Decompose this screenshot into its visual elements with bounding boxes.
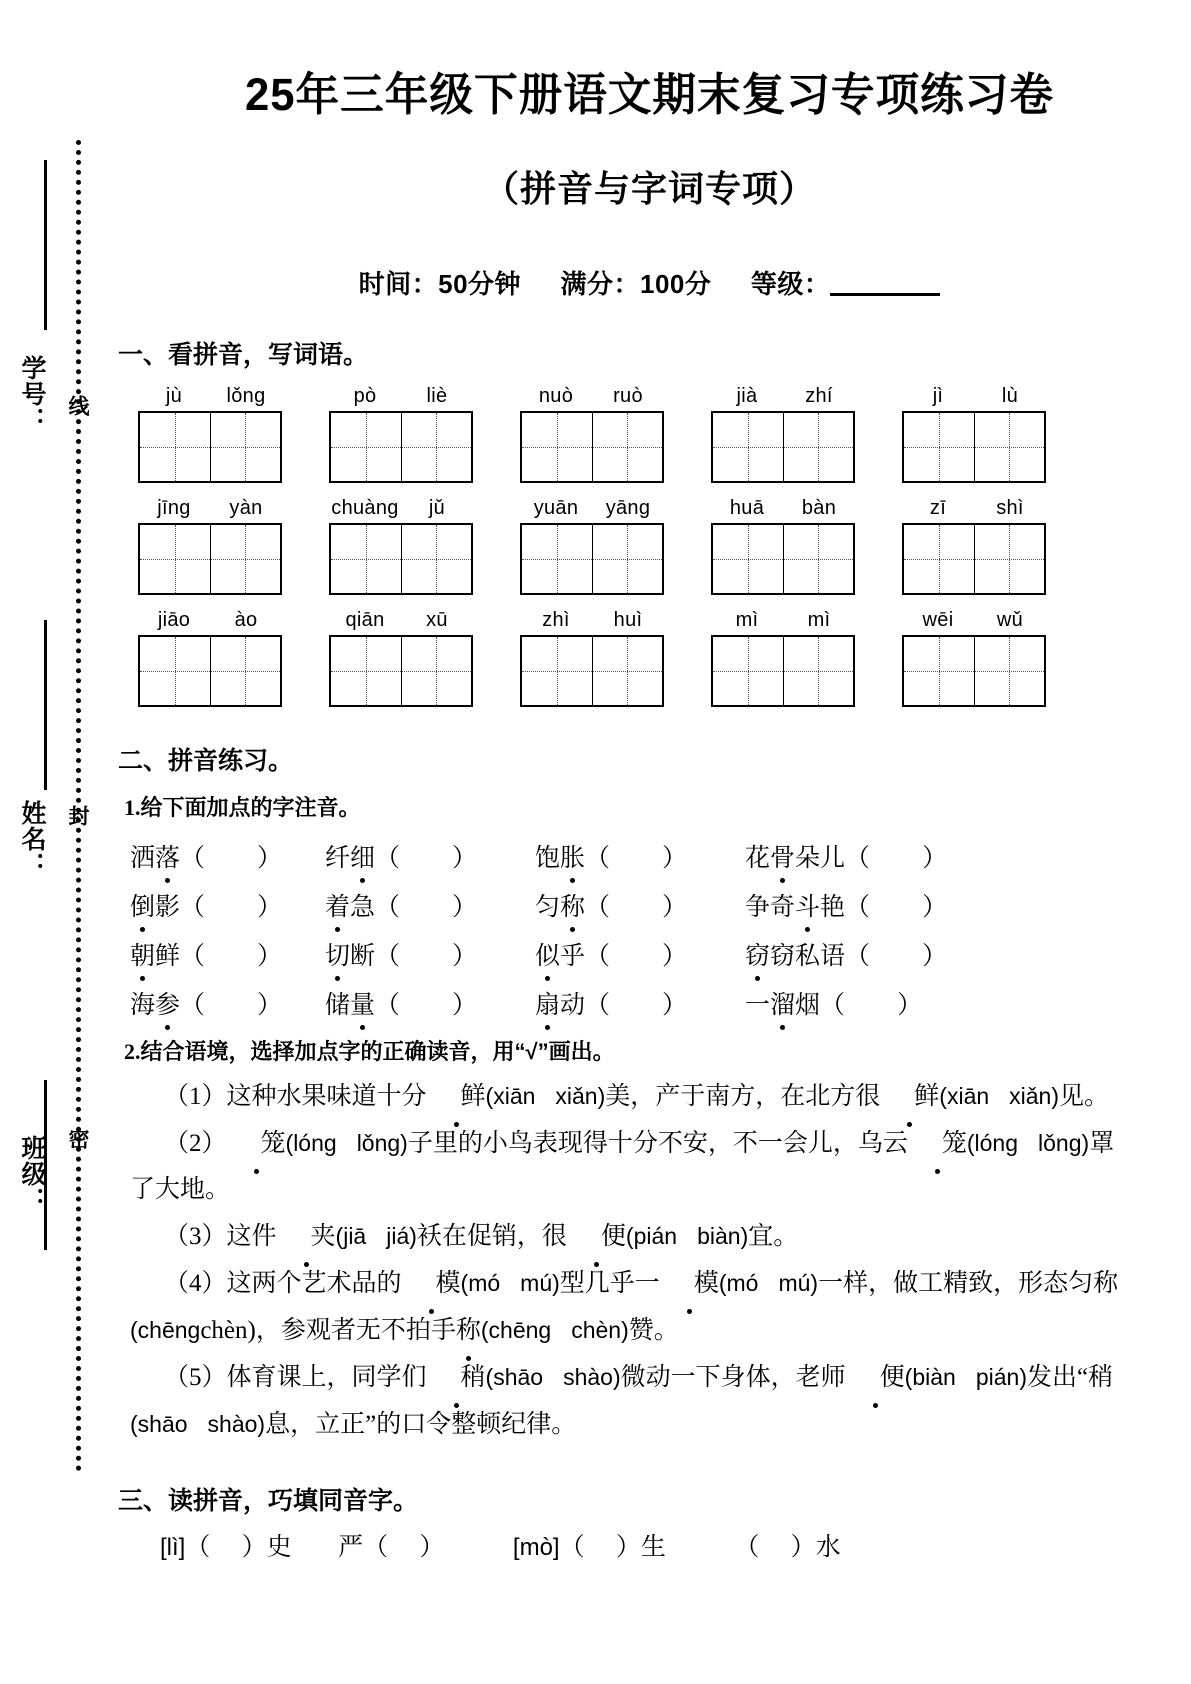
sub1-number: 1. (124, 795, 141, 820)
pinyin-answer-blank[interactable]: （ ） (180, 992, 283, 1019)
seal-tick-1 (44, 160, 47, 330)
pinyin-labels (520, 385, 664, 408)
word-char: 窃私语 (770, 943, 846, 970)
pinyin-syllable: lù (1001, 385, 1019, 407)
word-annotate-row (130, 936, 1130, 972)
pinyin-option[interactable]: (mó (718, 1270, 759, 1296)
tianzige-cell[interactable] (713, 525, 783, 593)
pinyin-syllable: ào (234, 609, 258, 631)
pinyin-grid-row (138, 385, 1191, 483)
pinyin-option[interactable]: biàn) (697, 1223, 749, 1249)
pinyin-labels (138, 497, 282, 520)
page-subtitle: （拼音与字词专项） (482, 168, 816, 209)
tianzige-cell[interactable] (713, 637, 783, 705)
pinyin-word-item (711, 497, 855, 595)
pinyin-grid-container (108, 385, 1191, 707)
meta-total-score: 满分：100分 (560, 269, 712, 299)
sentence-text: 见。 (1059, 1083, 1110, 1110)
word-annotate-item (325, 985, 535, 1021)
sentence-continuation (130, 1308, 1140, 1353)
tianzige-cell[interactable] (904, 413, 974, 481)
word-char-marked: 似 (535, 936, 560, 972)
tianzige-cell[interactable] (904, 525, 974, 593)
pinyin-option[interactable]: chèn) (571, 1317, 629, 1343)
pinyin-word-item (138, 385, 282, 483)
homophone-blank-4[interactable]: （ ） (734, 1534, 816, 1561)
sentence-text: 发出“稍 (1026, 1364, 1114, 1391)
word-annotate-item (745, 985, 1045, 1021)
pinyin-labels (520, 609, 664, 632)
tianzige-cell[interactable] (592, 637, 663, 705)
word-char-marked: 倒 (130, 887, 155, 923)
pinyin-word-item (329, 497, 473, 595)
pinyin-option[interactable]: (jiā (335, 1223, 367, 1249)
word-char-marked: 切 (325, 936, 350, 972)
tianzige-cell[interactable] (140, 637, 210, 705)
meta-time: 时间：50分钟 (358, 269, 522, 299)
pinyin-answer-blank[interactable]: （ ） (180, 943, 283, 970)
pinyin-answer-blank[interactable]: （ ） (585, 845, 688, 872)
pinyin-word-item (711, 609, 855, 707)
pinyin-syllable: zhì (542, 609, 570, 631)
pinyin-labels (138, 609, 282, 632)
word-annotate-item (325, 936, 535, 972)
pinyin-labels (520, 497, 664, 520)
pinyin-syllable: chuàng (331, 497, 399, 519)
annotate-word-grid (130, 838, 1130, 1021)
pinyin-labels (902, 497, 1046, 520)
pinyin-syllable: xū (426, 609, 448, 631)
tianzige-cell[interactable] (210, 637, 281, 705)
word-char: 断 (350, 943, 376, 970)
sentence-text: 罩 (1089, 1130, 1115, 1157)
word-char: 储 (325, 992, 351, 1019)
pinyin-syllable: jīng (157, 497, 191, 519)
pinyin-answer-blank[interactable]: （ ） (585, 943, 688, 970)
pinyin-labels (902, 609, 1046, 632)
word-char: 洒 (130, 845, 156, 872)
pinyin-syllable: pò (353, 385, 377, 407)
tianzige-cell[interactable] (210, 525, 281, 593)
pinyin-answer-blank[interactable]: （ ） (585, 992, 688, 1019)
pinyin-syllable: jù (165, 385, 183, 407)
pinyin-syllable: bàn (801, 497, 837, 519)
pinyin-syllable: jiāo (157, 609, 191, 631)
sentence-continuation (130, 1402, 1140, 1447)
word-char: 动 (560, 992, 586, 1019)
tianzige-cell[interactable] (331, 637, 401, 705)
sentence-item (130, 1355, 1140, 1400)
pinyin-answer-blank[interactable]: （ ） (180, 894, 283, 921)
homophone-pinyin-mo: [mò] (512, 1534, 560, 1561)
pinyin-grid-row (138, 497, 1191, 595)
pinyin-word-item (329, 609, 473, 707)
sentence-text: 这件 (226, 1223, 277, 1250)
pinyin-answer-blank[interactable]: （ ） (845, 894, 948, 921)
pinyin-option[interactable]: (shāo (130, 1411, 188, 1437)
homophone-blank-1[interactable]: （ ） (185, 1534, 267, 1561)
marked-char: 夹 (277, 1215, 336, 1259)
section-3-heading: 三、读拼音，巧填同音字。 (118, 1487, 419, 1515)
pinyin-option[interactable]: pián) (975, 1364, 1027, 1390)
pinyin-answer-blank[interactable]: （ ） (375, 992, 478, 1019)
word-char: 急 (350, 894, 376, 921)
marked-char: 便 (846, 1356, 905, 1400)
pinyin-syllable: jì (932, 385, 944, 407)
sentence-text: 这种水果味道十分 (226, 1083, 427, 1110)
pinyin-word-item (902, 609, 1046, 707)
sentence-choice-list (130, 1074, 1140, 1447)
page-title: 25年三年级下册语文期末复习专项练习卷 (244, 69, 1055, 120)
tianzige-writing-box[interactable] (138, 411, 282, 483)
pinyin-option[interactable]: (chēng (480, 1317, 552, 1343)
marked-char: 鲜 (427, 1075, 486, 1119)
pinyin-labels (329, 385, 473, 408)
tianzige-writing-box[interactable] (520, 411, 664, 483)
tianzige-writing-box[interactable] (329, 523, 473, 595)
pinyin-word-item (520, 497, 664, 595)
tianzige-cell[interactable] (401, 525, 472, 593)
word-char-marked: 窃 (745, 936, 770, 972)
word-char: 乎 (560, 943, 586, 970)
pinyin-syllable: zī (929, 497, 947, 519)
tianzige-writing-box[interactable] (711, 523, 855, 595)
tianzige-cell[interactable] (974, 413, 1045, 481)
word-char: 海 (130, 992, 156, 1019)
section-2-heading: 二、拼音练习。 (118, 747, 294, 775)
pinyin-option[interactable]: (xiān (939, 1083, 990, 1109)
seal-label-class: 班级： (18, 1135, 46, 1213)
word-char-marked: 胀 (560, 838, 585, 874)
pinyin-word-item (138, 497, 282, 595)
pinyin-option[interactable]: lǒng) (1038, 1130, 1090, 1156)
seal-tick-2 (44, 620, 47, 790)
homophone-char-sheng: 生 (640, 1534, 666, 1561)
tianzige-writing-box[interactable] (329, 411, 473, 483)
homophone-char-shui: 水 (815, 1534, 841, 1561)
pinyin-labels (138, 385, 282, 408)
exam-meta (108, 264, 1191, 301)
pinyin-word-item (902, 385, 1046, 483)
word-char-marked: 落 (155, 838, 180, 874)
pinyin-syllable: jià (736, 385, 758, 407)
meta-grade-label: 等级： (750, 269, 831, 299)
sentence-text: 型几乎一 (559, 1270, 660, 1297)
tianzige-cell[interactable] (974, 525, 1045, 593)
tianzige-cell[interactable] (401, 413, 472, 481)
word-annotate-row (130, 887, 1130, 923)
pinyin-option[interactable]: lǒng) (356, 1130, 408, 1156)
pinyin-labels (329, 609, 473, 632)
tianzige-writing-box[interactable] (138, 635, 282, 707)
homophone-char-yan: 严 (338, 1534, 364, 1561)
pinyin-word-item (329, 385, 473, 483)
sentence-label: （4） (164, 1270, 227, 1297)
tianzige-cell[interactable] (140, 413, 210, 481)
pinyin-word-item (711, 385, 855, 483)
pinyin-syllable: jǔ (428, 497, 446, 519)
sentence-text: 息，立正”的口令整顿纪律。 (265, 1411, 577, 1438)
homophone-exercise-line (160, 1527, 1191, 1563)
tianzige-writing-box[interactable] (902, 411, 1046, 483)
word-char: 花 (745, 845, 771, 872)
word-char-marked: 斗 (795, 887, 820, 923)
pinyin-syllable: nuò (538, 385, 574, 407)
pinyin-answer-blank[interactable]: （ ） (845, 943, 948, 970)
section-2-sub1-heading (124, 791, 1191, 822)
marked-char: 稍 (427, 1356, 486, 1400)
pinyin-option[interactable]: shào) (563, 1364, 621, 1390)
pinyin-word-item (138, 609, 282, 707)
pinyin-labels (902, 385, 1046, 408)
word-char-marked: 细 (350, 838, 375, 874)
word-char: 饱 (535, 845, 561, 872)
word-annotate-item (130, 838, 325, 874)
sentence-text: 宜。 (748, 1223, 799, 1250)
marked-char: 笼 (908, 1122, 967, 1166)
pinyin-option[interactable]: (lóng (285, 1130, 337, 1156)
sub2-number: 2. (124, 1039, 141, 1064)
sentence-item (130, 1074, 1140, 1119)
pinyin-answer-blank[interactable]: （ ） (375, 845, 478, 872)
pinyin-option[interactable]: jiá) (386, 1223, 417, 1249)
pinyin-syllable: mì (807, 609, 831, 631)
tianzige-cell[interactable] (522, 637, 592, 705)
tianzige-writing-box[interactable] (711, 635, 855, 707)
sentence-text: 一样，做工精致，形态匀称 (818, 1270, 1119, 1297)
tianzige-writing-box[interactable] (329, 635, 473, 707)
worksheet-body (108, 0, 1191, 1684)
word-annotate-item (535, 838, 745, 874)
tianzige-cell[interactable] (974, 637, 1045, 705)
grade-blank-field[interactable] (830, 293, 940, 296)
seal-margin (0, 0, 108, 1684)
section-1-heading: 一、看拼音，写词语。 (118, 341, 369, 369)
word-char-marked: 溜 (770, 985, 795, 1021)
tianzige-cell[interactable] (783, 413, 854, 481)
tianzige-writing-box[interactable] (138, 523, 282, 595)
sentence-text: 美，产于南方，在北方很 (605, 1083, 881, 1110)
word-char-marked: 着 (325, 887, 350, 923)
pinyin-syllable: shì (996, 497, 1024, 519)
pinyin-option[interactable]: (pián (625, 1223, 678, 1249)
word-char-marked: 量 (350, 985, 375, 1021)
word-char: 影 (155, 894, 181, 921)
seal-label-name: 姓名： (18, 800, 46, 878)
pinyin-answer-blank[interactable]: （ ） (585, 894, 688, 921)
pinyin-syllable: yāng (605, 497, 651, 519)
word-char: 烟 (795, 992, 821, 1019)
tianzige-cell[interactable] (522, 413, 592, 481)
pinyin-option[interactable]: (xiān (485, 1083, 536, 1109)
pinyin-syllable: lǒng (226, 385, 266, 407)
marked-char: 鲜 (880, 1075, 939, 1119)
marked-char: 称 (456, 1309, 481, 1353)
pinyin-word-item (520, 609, 664, 707)
homophone-blank-3[interactable]: （ ） (559, 1534, 641, 1561)
sentence-text: chèn)，参观者无不拍手 (200, 1317, 456, 1344)
word-annotate-item (535, 985, 745, 1021)
tianzige-cell[interactable] (783, 637, 854, 705)
sentence-text: 体育课上，同学们 (226, 1364, 427, 1391)
word-char-marked: 参 (155, 985, 180, 1021)
word-annotate-item (130, 936, 325, 972)
tianzige-cell[interactable] (401, 637, 472, 705)
pinyin-option[interactable]: (shāo (485, 1364, 544, 1390)
sentence-text: 赞。 (628, 1317, 679, 1344)
pinyin-syllable: qiān (345, 609, 385, 631)
pinyin-syllable: liè (426, 385, 448, 407)
sentence-label: （1） (164, 1083, 227, 1110)
pinyin-option[interactable]: xiǎn) (1009, 1083, 1060, 1109)
tianzige-cell[interactable] (904, 637, 974, 705)
homophone-char-shi: 史 (266, 1534, 292, 1561)
word-annotate-item (130, 887, 325, 923)
tianzige-writing-box[interactable] (902, 523, 1046, 595)
pinyin-answer-blank[interactable]: （ ） (180, 845, 283, 872)
pinyin-option[interactable]: (mó (460, 1270, 501, 1296)
word-char-marked: 朝 (130, 936, 155, 972)
sentence-text: 微动一下身体，老师 (620, 1364, 846, 1391)
seal-char-mi: 密 (66, 1128, 89, 1150)
pinyin-option[interactable]: (biàn (904, 1364, 956, 1390)
word-char: 一 (745, 992, 771, 1019)
word-annotate-row (130, 985, 1130, 1021)
word-char: 艳 (820, 894, 846, 921)
marked-char: 模 (402, 1262, 461, 1306)
word-annotate-item (745, 887, 1045, 923)
pinyin-syllable: yàn (229, 497, 263, 519)
word-annotate-item (745, 838, 1045, 874)
pinyin-syllable: wēi (922, 609, 954, 631)
word-char-marked: 称 (560, 887, 585, 923)
pinyin-word-item (902, 497, 1046, 595)
pinyin-option[interactable]: mú) (520, 1270, 560, 1296)
tianzige-writing-box[interactable] (902, 635, 1046, 707)
pinyin-answer-blank[interactable]: （ ） (820, 992, 923, 1019)
homophone-blank-2[interactable]: （ ） (363, 1534, 445, 1561)
tianzige-cell[interactable] (783, 525, 854, 593)
pinyin-option[interactable]: mú) (778, 1270, 819, 1296)
tianzige-cell[interactable] (210, 413, 281, 481)
sub2-text: 结合语境，选择加点字的正确读音，用“√”画出。 (140, 1039, 615, 1064)
tianzige-writing-box[interactable] (520, 635, 664, 707)
word-annotate-item (325, 838, 535, 874)
pinyin-labels (711, 385, 855, 408)
sentence-label: （3） (164, 1223, 227, 1250)
tianzige-cell[interactable] (522, 525, 592, 593)
sentence-label: （5） (164, 1364, 227, 1391)
pinyin-syllable: ruò (613, 385, 643, 407)
tianzige-writing-box[interactable] (711, 411, 855, 483)
pinyin-labels (329, 497, 473, 520)
word-char: 朵儿 (795, 845, 846, 872)
section-2-sub2-heading (124, 1035, 1191, 1066)
pinyin-syllable: huì (613, 609, 643, 631)
pinyin-option[interactable]: xiǎn) (555, 1083, 606, 1109)
pinyin-option[interactable]: (chēng (130, 1317, 201, 1343)
pinyin-answer-blank[interactable]: （ ） (375, 943, 478, 970)
pinyin-syllable: huā (729, 497, 765, 519)
sentence-item (130, 1121, 1140, 1166)
pinyin-labels (711, 609, 855, 632)
pinyin-labels (711, 497, 855, 520)
sub1-text: 给下面加点的字注音。 (140, 795, 361, 820)
word-annotate-item (745, 936, 1045, 972)
tianzige-cell[interactable] (592, 413, 663, 481)
marked-char: 便 (567, 1215, 626, 1259)
seal-label-student-id: 学号： (18, 355, 46, 433)
marked-char: 模 (660, 1262, 719, 1306)
seal-char-feng: 封 (66, 805, 89, 827)
word-char: 纤 (325, 845, 351, 872)
sentence-text: 袄在促销，很 (416, 1223, 567, 1250)
sentence-item (130, 1261, 1140, 1306)
pinyin-answer-blank[interactable]: （ ） (375, 894, 478, 921)
sentence-item (130, 1214, 1140, 1259)
tianzige-cell[interactable] (331, 525, 401, 593)
word-char-marked: 扇 (535, 985, 560, 1021)
tianzige-cell[interactable] (713, 413, 783, 481)
sentence-text: 子里的小鸟表现得十分不安，不一会儿，乌云 (407, 1130, 908, 1157)
pinyin-option[interactable]: shào) (207, 1411, 266, 1437)
tianzige-cell[interactable] (592, 525, 663, 593)
pinyin-answer-blank[interactable]: （ ） (845, 845, 948, 872)
word-char: 匀 (535, 894, 561, 921)
pinyin-syllable: zhí (805, 385, 833, 407)
pinyin-grid-row (138, 609, 1191, 707)
word-char: 鲜 (155, 943, 181, 970)
word-char-marked: 骨 (770, 838, 795, 874)
sentence-text: 这两个艺术品的 (226, 1270, 402, 1297)
sentence-label: （2） (164, 1130, 227, 1157)
marked-char: 笼 (227, 1122, 286, 1166)
tianzige-cell[interactable] (140, 525, 210, 593)
word-annotate-row (130, 838, 1130, 874)
word-annotate-item (535, 887, 745, 923)
word-annotate-item (325, 887, 535, 923)
sentence-continuation: 了大地。 (130, 1176, 231, 1203)
pinyin-syllable: yuān (533, 497, 579, 519)
pinyin-option[interactable]: (lóng (966, 1130, 1019, 1156)
pinyin-syllable: mì (735, 609, 759, 631)
seal-char-xian: 线 (66, 395, 89, 417)
tianzige-cell[interactable] (331, 413, 401, 481)
tianzige-writing-box[interactable] (520, 523, 664, 595)
word-annotate-item (535, 936, 745, 972)
word-char: 争奇 (745, 894, 796, 921)
pinyin-syllable: wǔ (996, 609, 1024, 631)
word-annotate-item (130, 985, 325, 1021)
pinyin-word-item (520, 385, 664, 483)
homophone-pinyin-li: [lì] (160, 1534, 186, 1561)
